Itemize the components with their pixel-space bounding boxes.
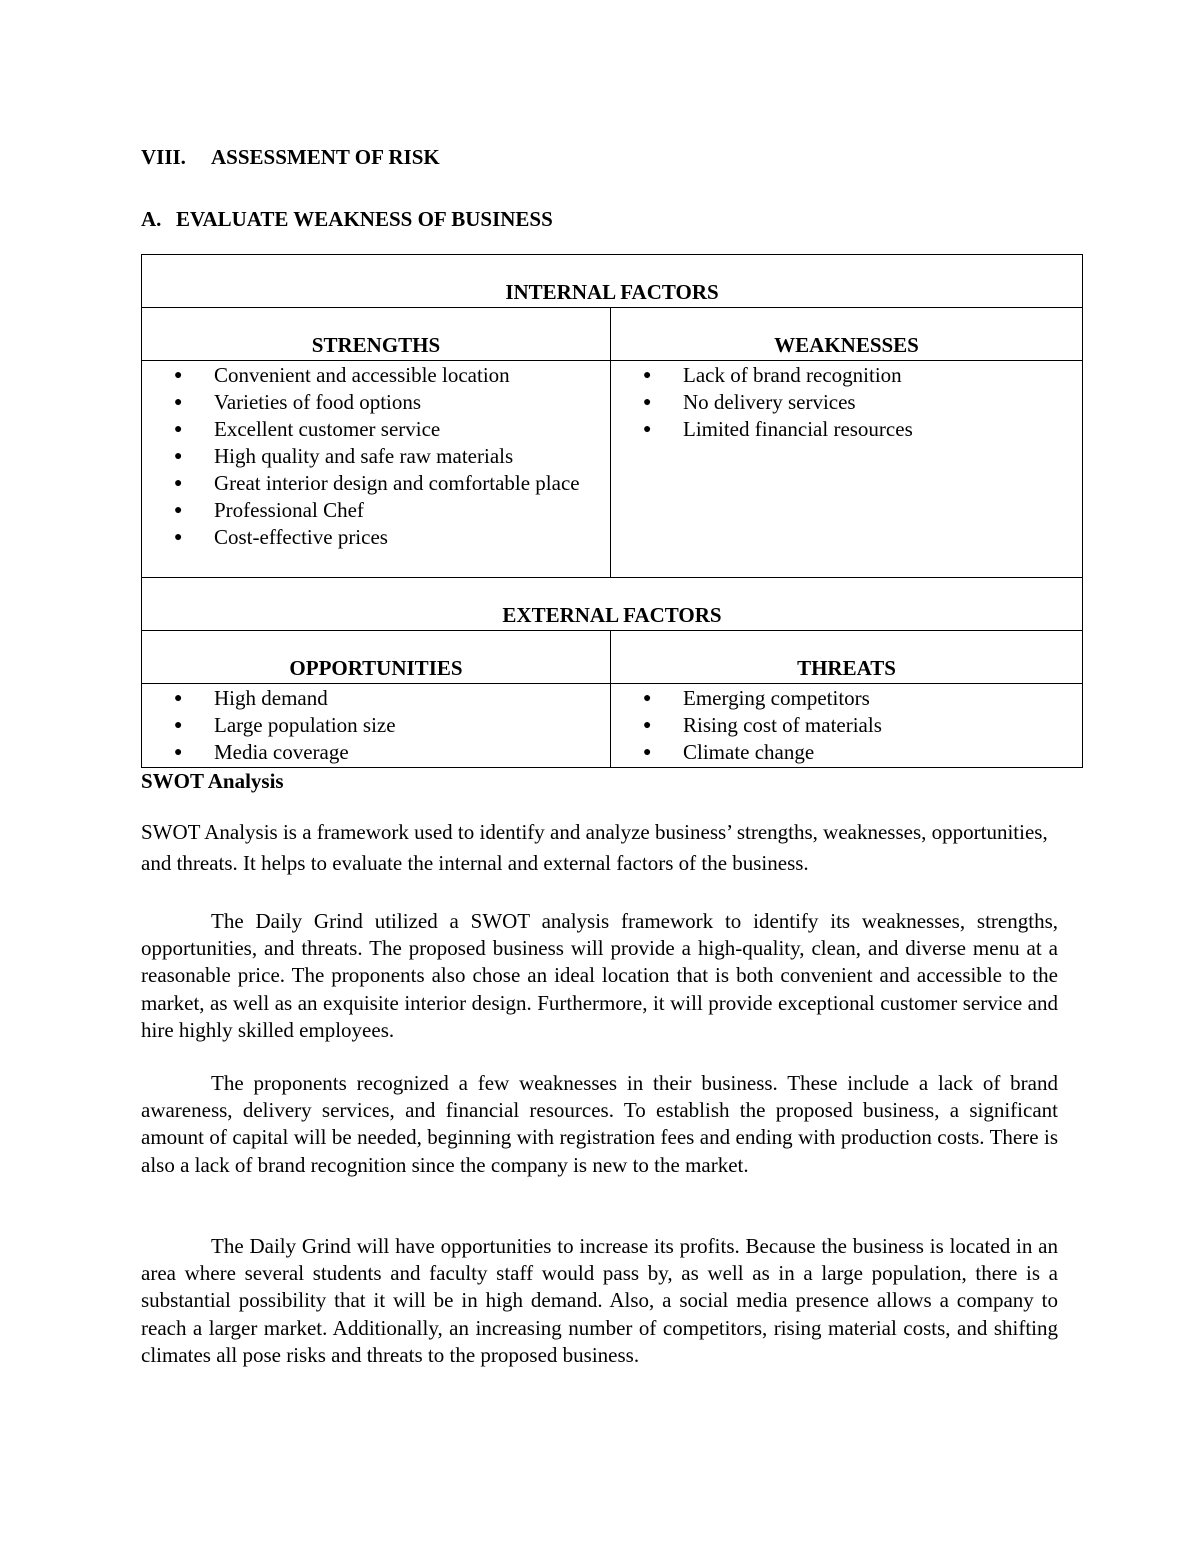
weaknesses-header: WEAKNESSES	[611, 308, 1083, 361]
list-item: ● Great interior design and comfortable place	[142, 470, 610, 497]
external-factors-header: EXTERNAL FACTORS	[142, 578, 1083, 631]
list-item: ● High demand	[142, 685, 610, 712]
body-paragraph: The Daily Grind utilized a SWOT analysis framework to identify its weaknesses, strengths, opportunities, and threats. The proposed business will provide a high-quality, clean, and diverse menu at a reasonable price. The proponents also chose an ideal location that is both convenient and accessible to the market, as well as an exquisite interior design. Furthermore, it will provide exceptional customer service and hire highly skilled employees.	[141, 909, 1058, 1042]
swot-intro-paragraph: SWOT Analysis is a framework used to identify and analyze business’ strengths, weaknesses, opportunities, and threats. It helps to evaluate the internal and external factors of the business.	[141, 820, 1048, 875]
swot-table	[141, 254, 1083, 768]
list-item: ● Large population size	[142, 712, 610, 739]
list-item: ● Lack of brand recognition	[611, 362, 1082, 389]
opportunities-cell	[142, 684, 611, 768]
list-item: ● Rising cost of materials	[611, 712, 1082, 739]
subsection-title: EVALUATE WEAKNESS OF BUSINESS	[176, 207, 553, 231]
subsection-heading	[141, 207, 553, 232]
body-paragraph: The Daily Grind will have opportunities to increase its profits. Because the business is located in an area where several students and faculty staff would pass by, as well as in a large population, there is a substantial possibility that it will be in high demand. Also, a social media presence allows a company to reach a larger market. Additionally, an increasing number of competitors, rising material costs, and shifting climates all pose risks and threats to the proposed business.	[141, 1234, 1058, 1367]
weaknesses-cell	[611, 361, 1083, 578]
strengths-list	[142, 361, 610, 552]
list-item: ● Convenient and accessible location	[142, 362, 610, 389]
list-item: ● Emerging competitors	[611, 685, 1082, 712]
subsection-letter: A.	[141, 207, 162, 231]
list-item: ● Varieties of food options	[142, 389, 610, 416]
swot-analysis-title: SWOT Analysis	[141, 769, 284, 793]
list-item: ● Media coverage	[142, 739, 610, 766]
section-number: VIII.	[141, 145, 186, 169]
list-item: ● Climate change	[611, 739, 1082, 766]
weaknesses-list	[611, 361, 1082, 444]
list-item: ● No delivery services	[611, 389, 1082, 416]
threats-cell	[611, 684, 1083, 768]
internal-factors-header: INTERNAL FACTORS	[142, 255, 1083, 308]
list-item: ● Professional Chef	[142, 497, 610, 524]
list-item: ● High quality and safe raw materials	[142, 443, 610, 470]
list-item: ● Excellent customer service	[142, 416, 610, 443]
section-heading	[141, 145, 440, 170]
opportunities-list	[142, 684, 610, 767]
strengths-header: STRENGTHS	[142, 308, 611, 361]
strengths-cell	[142, 361, 611, 578]
threats-header: THREATS	[611, 631, 1083, 684]
threats-list	[611, 684, 1082, 767]
body-paragraph: The proponents recognized a few weaknesses in their business. These include a lack of brand awareness, delivery services, and financial resources. To establish the proposed business, a significant amount of capital will be needed, beginning with registration fees and ending with production costs. There is also a lack of brand recognition since the company is new to the market.	[141, 1071, 1058, 1177]
list-item: ● Cost-effective prices	[142, 524, 610, 551]
section-title: ASSESSMENT OF RISK	[211, 145, 440, 169]
list-item: ● Limited financial resources	[611, 416, 1082, 443]
opportunities-header: OPPORTUNITIES	[142, 631, 611, 684]
